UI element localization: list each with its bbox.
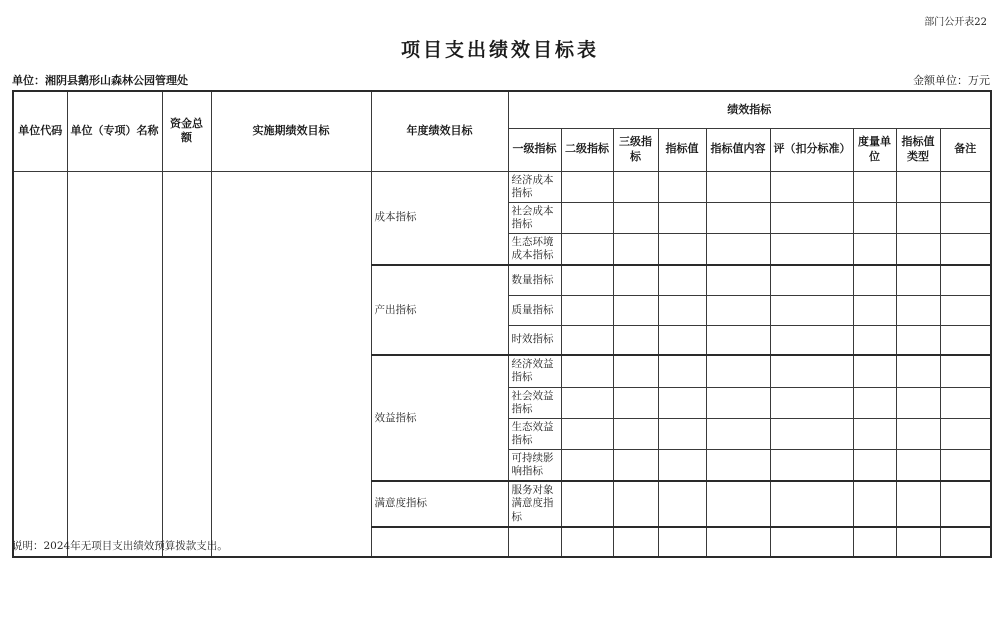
empty-cell [658,527,706,557]
level1-indicator-cell [508,527,561,557]
level1-indicator-cell: 经济成本指标 [508,171,561,202]
empty-cell [770,355,853,387]
empty-cell [613,325,658,355]
empty-cell [613,481,658,526]
empty-cell [658,481,706,526]
empty-cell [940,387,991,418]
header-unit-code: 单位代码 [13,91,67,171]
empty-cell [853,202,896,233]
empty-cell [706,450,770,482]
empty-cell [561,418,613,449]
empty-cell [658,387,706,418]
empty-cell [658,202,706,233]
empty-cell [896,295,940,325]
empty-cell [853,481,896,526]
empty-cell [613,234,658,266]
empty-cell [770,481,853,526]
level1-indicator-cell: 数量指标 [508,265,561,295]
empty-cell [770,527,853,557]
empty-cell [770,234,853,266]
header-measure-unit: 度量单位 [853,128,896,171]
header-level3-indicator: 三级指标 [613,128,658,171]
empty-cell [706,171,770,202]
empty-cell [613,265,658,295]
empty-cell [940,202,991,233]
empty-cell [658,234,706,266]
empty-cell [706,387,770,418]
empty-cell [613,527,658,557]
empty-cell [896,450,940,482]
empty-cell [613,295,658,325]
empty-cell [561,450,613,482]
unit-label: 单位：湘阴县鹅形山森林公园管理处 [12,74,188,87]
header-unit-name: 单位（专项）名称 [67,91,162,171]
empty-cell [940,481,991,526]
empty-cell [706,202,770,233]
empty-cell [706,234,770,266]
empty-cell [770,450,853,482]
empty-cell [853,418,896,449]
unit-name-cell [67,171,162,557]
level1-indicator-cell: 质量指标 [508,295,561,325]
empty-cell [658,265,706,295]
empty-cell [770,418,853,449]
empty-cell [561,387,613,418]
empty-cell [706,325,770,355]
empty-cell [613,387,658,418]
empty-cell [940,418,991,449]
annual-target-group-cell: 效益指标 [371,355,508,481]
table-body [13,171,991,557]
empty-cell [853,355,896,387]
empty-cell [896,234,940,266]
header-indicator-value-type: 指标值类型 [896,128,940,171]
empty-cell [940,234,991,266]
empty-cell [613,418,658,449]
empty-cell [770,387,853,418]
corner-table-number: 部门公开表22 [924,17,987,28]
header-annual-target: 年度绩效目标 [371,91,508,171]
empty-cell [770,171,853,202]
empty-cell [940,171,991,202]
header-total-funds: 资金总额 [162,91,211,171]
total-funds-cell [162,171,211,557]
empty-cell [853,325,896,355]
amount-unit-label: 金额单位：万元 [913,74,990,87]
empty-cell [658,418,706,449]
empty-cell [613,202,658,233]
empty-cell [706,418,770,449]
empty-cell [940,527,991,557]
empty-cell [770,295,853,325]
table-header [13,91,991,171]
unit-code-cell [13,171,67,557]
empty-cell [561,527,613,557]
empty-cell [706,527,770,557]
empty-cell [853,295,896,325]
level1-indicator-cell: 生态环境成本指标 [508,234,561,266]
header-level1-indicator: 一级指标 [508,128,561,171]
empty-cell [896,202,940,233]
empty-cell [940,295,991,325]
empty-cell [853,527,896,557]
empty-cell [706,355,770,387]
empty-cell [896,265,940,295]
empty-cell [561,234,613,266]
header-performance-indicators-group: 绩效指标 [508,91,991,128]
header-remarks: 备注 [940,128,991,171]
empty-cell [561,481,613,526]
level1-indicator-cell: 社会效益指标 [508,387,561,418]
empty-cell [940,325,991,355]
empty-cell [561,202,613,233]
empty-cell [853,450,896,482]
empty-cell [561,265,613,295]
empty-cell [853,171,896,202]
empty-cell [940,265,991,295]
table-row [13,171,991,202]
empty-cell [658,171,706,202]
header-scoring-standard: 评（扣分标准） [770,128,853,171]
empty-cell [613,171,658,202]
footnote: 说明：2024年无项目支出绩效预算拨款支出。 [12,540,228,552]
empty-cell [770,265,853,295]
implementation-target-cell [211,171,371,557]
empty-cell [561,355,613,387]
empty-cell [658,295,706,325]
empty-cell [940,450,991,482]
level1-indicator-cell: 社会成本指标 [508,202,561,233]
empty-cell [896,325,940,355]
annual-target-group-cell: 产出指标 [371,265,508,355]
subtitle-row [12,72,990,88]
level1-indicator-cell: 经济效益指标 [508,355,561,387]
empty-cell [770,202,853,233]
empty-cell [561,295,613,325]
empty-cell [770,325,853,355]
empty-cell [896,355,940,387]
page-title: 项目支出绩效目标表 [400,39,599,61]
empty-cell [896,481,940,526]
empty-cell [561,171,613,202]
empty-cell [706,481,770,526]
empty-cell [896,527,940,557]
empty-cell [706,295,770,325]
annual-target-group-cell: 成本指标 [371,171,508,265]
empty-cell [658,325,706,355]
empty-cell [853,387,896,418]
level1-indicator-cell: 可持续影响指标 [508,450,561,482]
level1-indicator-cell: 生态效益指标 [508,418,561,449]
empty-cell [940,355,991,387]
header-indicator-value-content: 指标值内容 [706,128,770,171]
annual-target-group-cell [371,527,508,557]
level1-indicator-cell: 服务对象满意度指标 [508,481,561,526]
empty-cell [561,325,613,355]
empty-cell [853,234,896,266]
empty-cell [706,265,770,295]
empty-cell [896,171,940,202]
header-level2-indicator: 二级指标 [561,128,613,171]
empty-cell [613,355,658,387]
empty-cell [658,450,706,482]
empty-cell [896,418,940,449]
header-implementation-target: 实施期绩效目标 [211,91,371,171]
empty-cell [853,265,896,295]
empty-cell [613,450,658,482]
empty-cell [896,387,940,418]
performance-target-table [12,90,992,558]
empty-cell [658,355,706,387]
header-indicator-value: 指标值 [658,128,706,171]
level1-indicator-cell: 时效指标 [508,325,561,355]
annual-target-group-cell: 满意度指标 [371,481,508,526]
